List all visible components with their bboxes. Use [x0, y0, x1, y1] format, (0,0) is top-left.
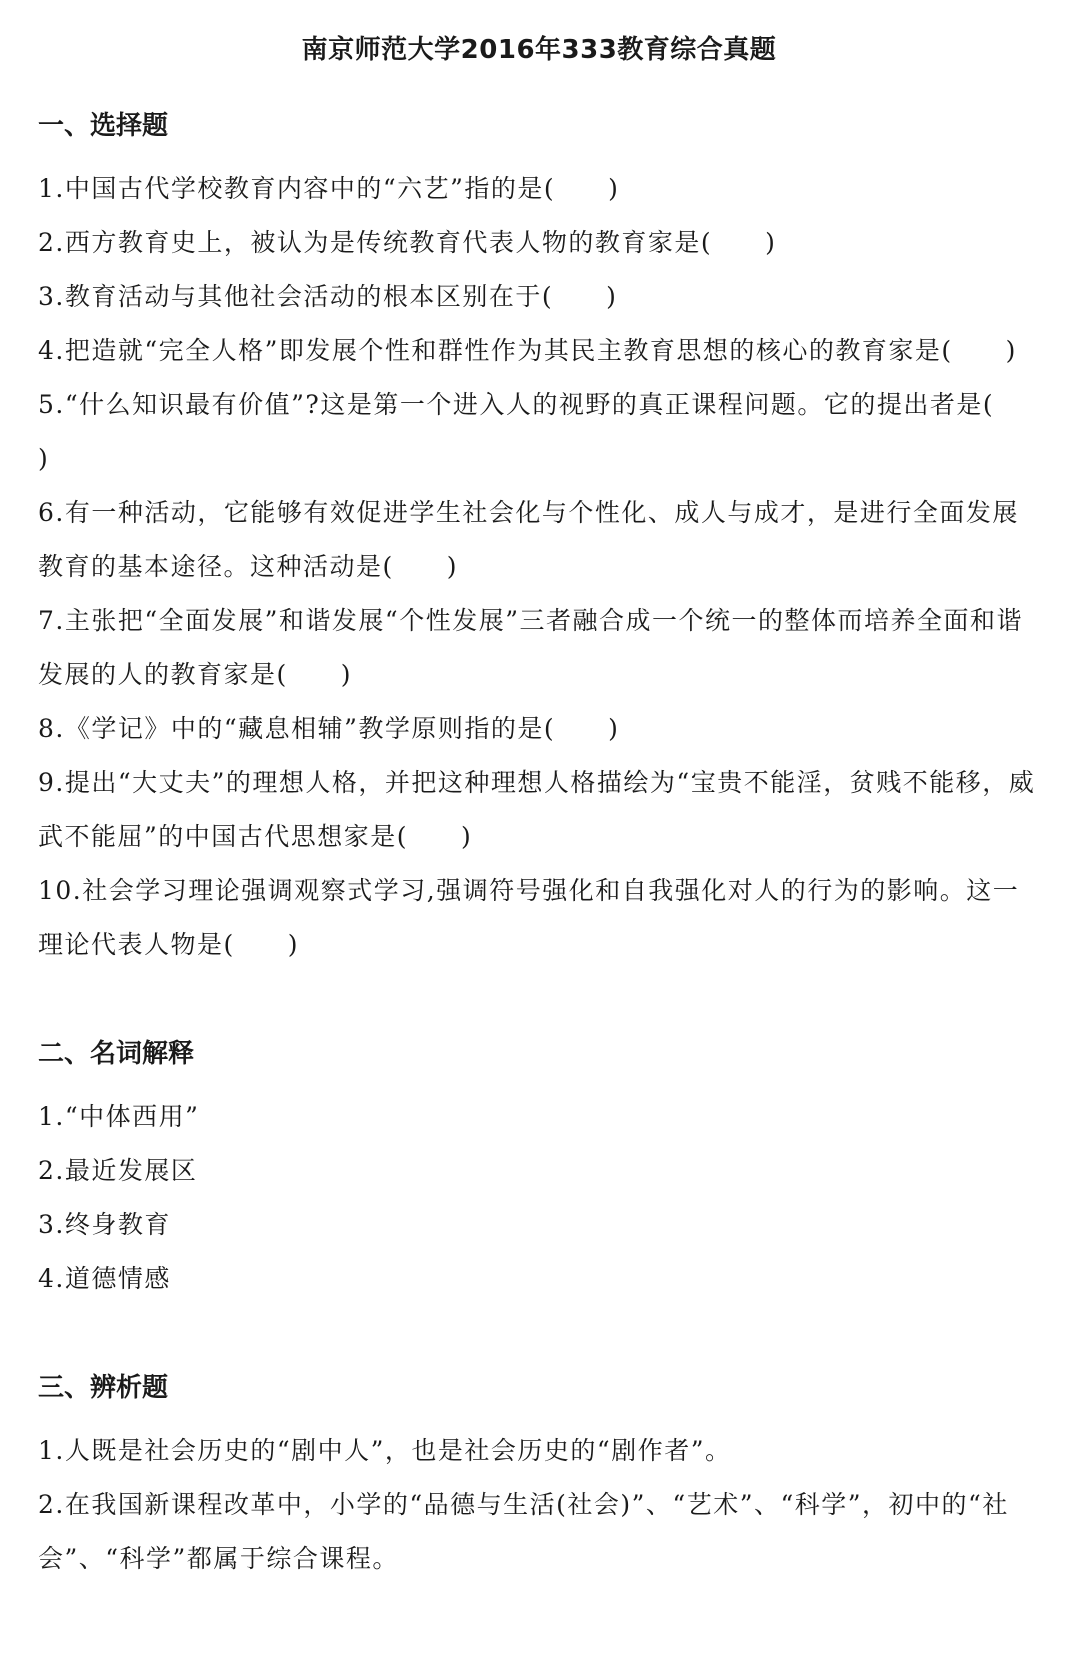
question-list	[38, 1090, 1040, 1306]
question-item: 4.把造就“完全人格”即发展个性和群性作为其民主教育思想的核心的教育家是( )	[38, 336, 1017, 365]
section-term-definitions	[38, 1036, 1040, 1306]
question-list	[38, 1424, 1040, 1586]
question-item: 3.教育活动与其他社会活动的根本区别在于( )	[38, 282, 618, 311]
question-item: 2.在我国新课程改革中，小学的“品德与生活(社会)”、“艺术”、“科学”，初中的“社会”、“科学”都属于综合课程。	[38, 1490, 1009, 1573]
question-item: 3.终身教育	[38, 1210, 171, 1239]
question-item: 2.最近发展区	[38, 1156, 198, 1185]
question-item: 10.社会学习理论强调观察式学习,强调符号强化和自我强化对人的行为的影响。这一理论代表人物是( )	[38, 876, 1020, 959]
section-heading: 一、选择题	[38, 111, 169, 141]
question-item: 1.人既是社会历史的“剧中人”，也是社会历史的“剧作者”。	[38, 1436, 732, 1465]
section-multiple-choice	[38, 108, 1048, 972]
question-item: 9.提出“大丈夫”的理想人格，并把这种理想人格描绘为“宝贵不能淫，贫贱不能移，威武不能屈”的中国古代思想家是( )	[38, 768, 1036, 851]
question-list	[38, 162, 1048, 972]
question-item: 8.《学记》中的“藏息相辅”教学原则指的是( )	[38, 714, 620, 743]
document-title: 南京师范大学2016年333教育综合真题	[301, 35, 777, 65]
question-item: 5.“什么知识最有价值”?这是第一个进入人的视野的真正课程问题。它的提出者是( )	[38, 390, 1048, 473]
question-item: 2.西方教育史上，被认为是传统教育代表人物的教育家是( )	[38, 228, 777, 257]
question-item: 1.中国古代学校教育内容中的“六艺”指的是( )	[38, 174, 620, 203]
section-analysis	[38, 1370, 1040, 1586]
section-heading: 三、辨析题	[38, 1373, 169, 1403]
question-item: 4.道德情感	[38, 1264, 171, 1293]
question-item: 7.主张把“全面发展”和谐发展“个性发展”三者融合成一个统一的整体而培养全面和谐发展的人的教育家是( )	[38, 606, 1023, 689]
question-item: 6.有一种活动，它能够有效促进学生社会化与个性化、成人与成才，是进行全面发展教育的基本途径。这种活动是( )	[38, 498, 1019, 581]
section-heading: 二、名词解释	[38, 1039, 195, 1069]
question-item: 1.“中体西用”	[38, 1102, 200, 1131]
